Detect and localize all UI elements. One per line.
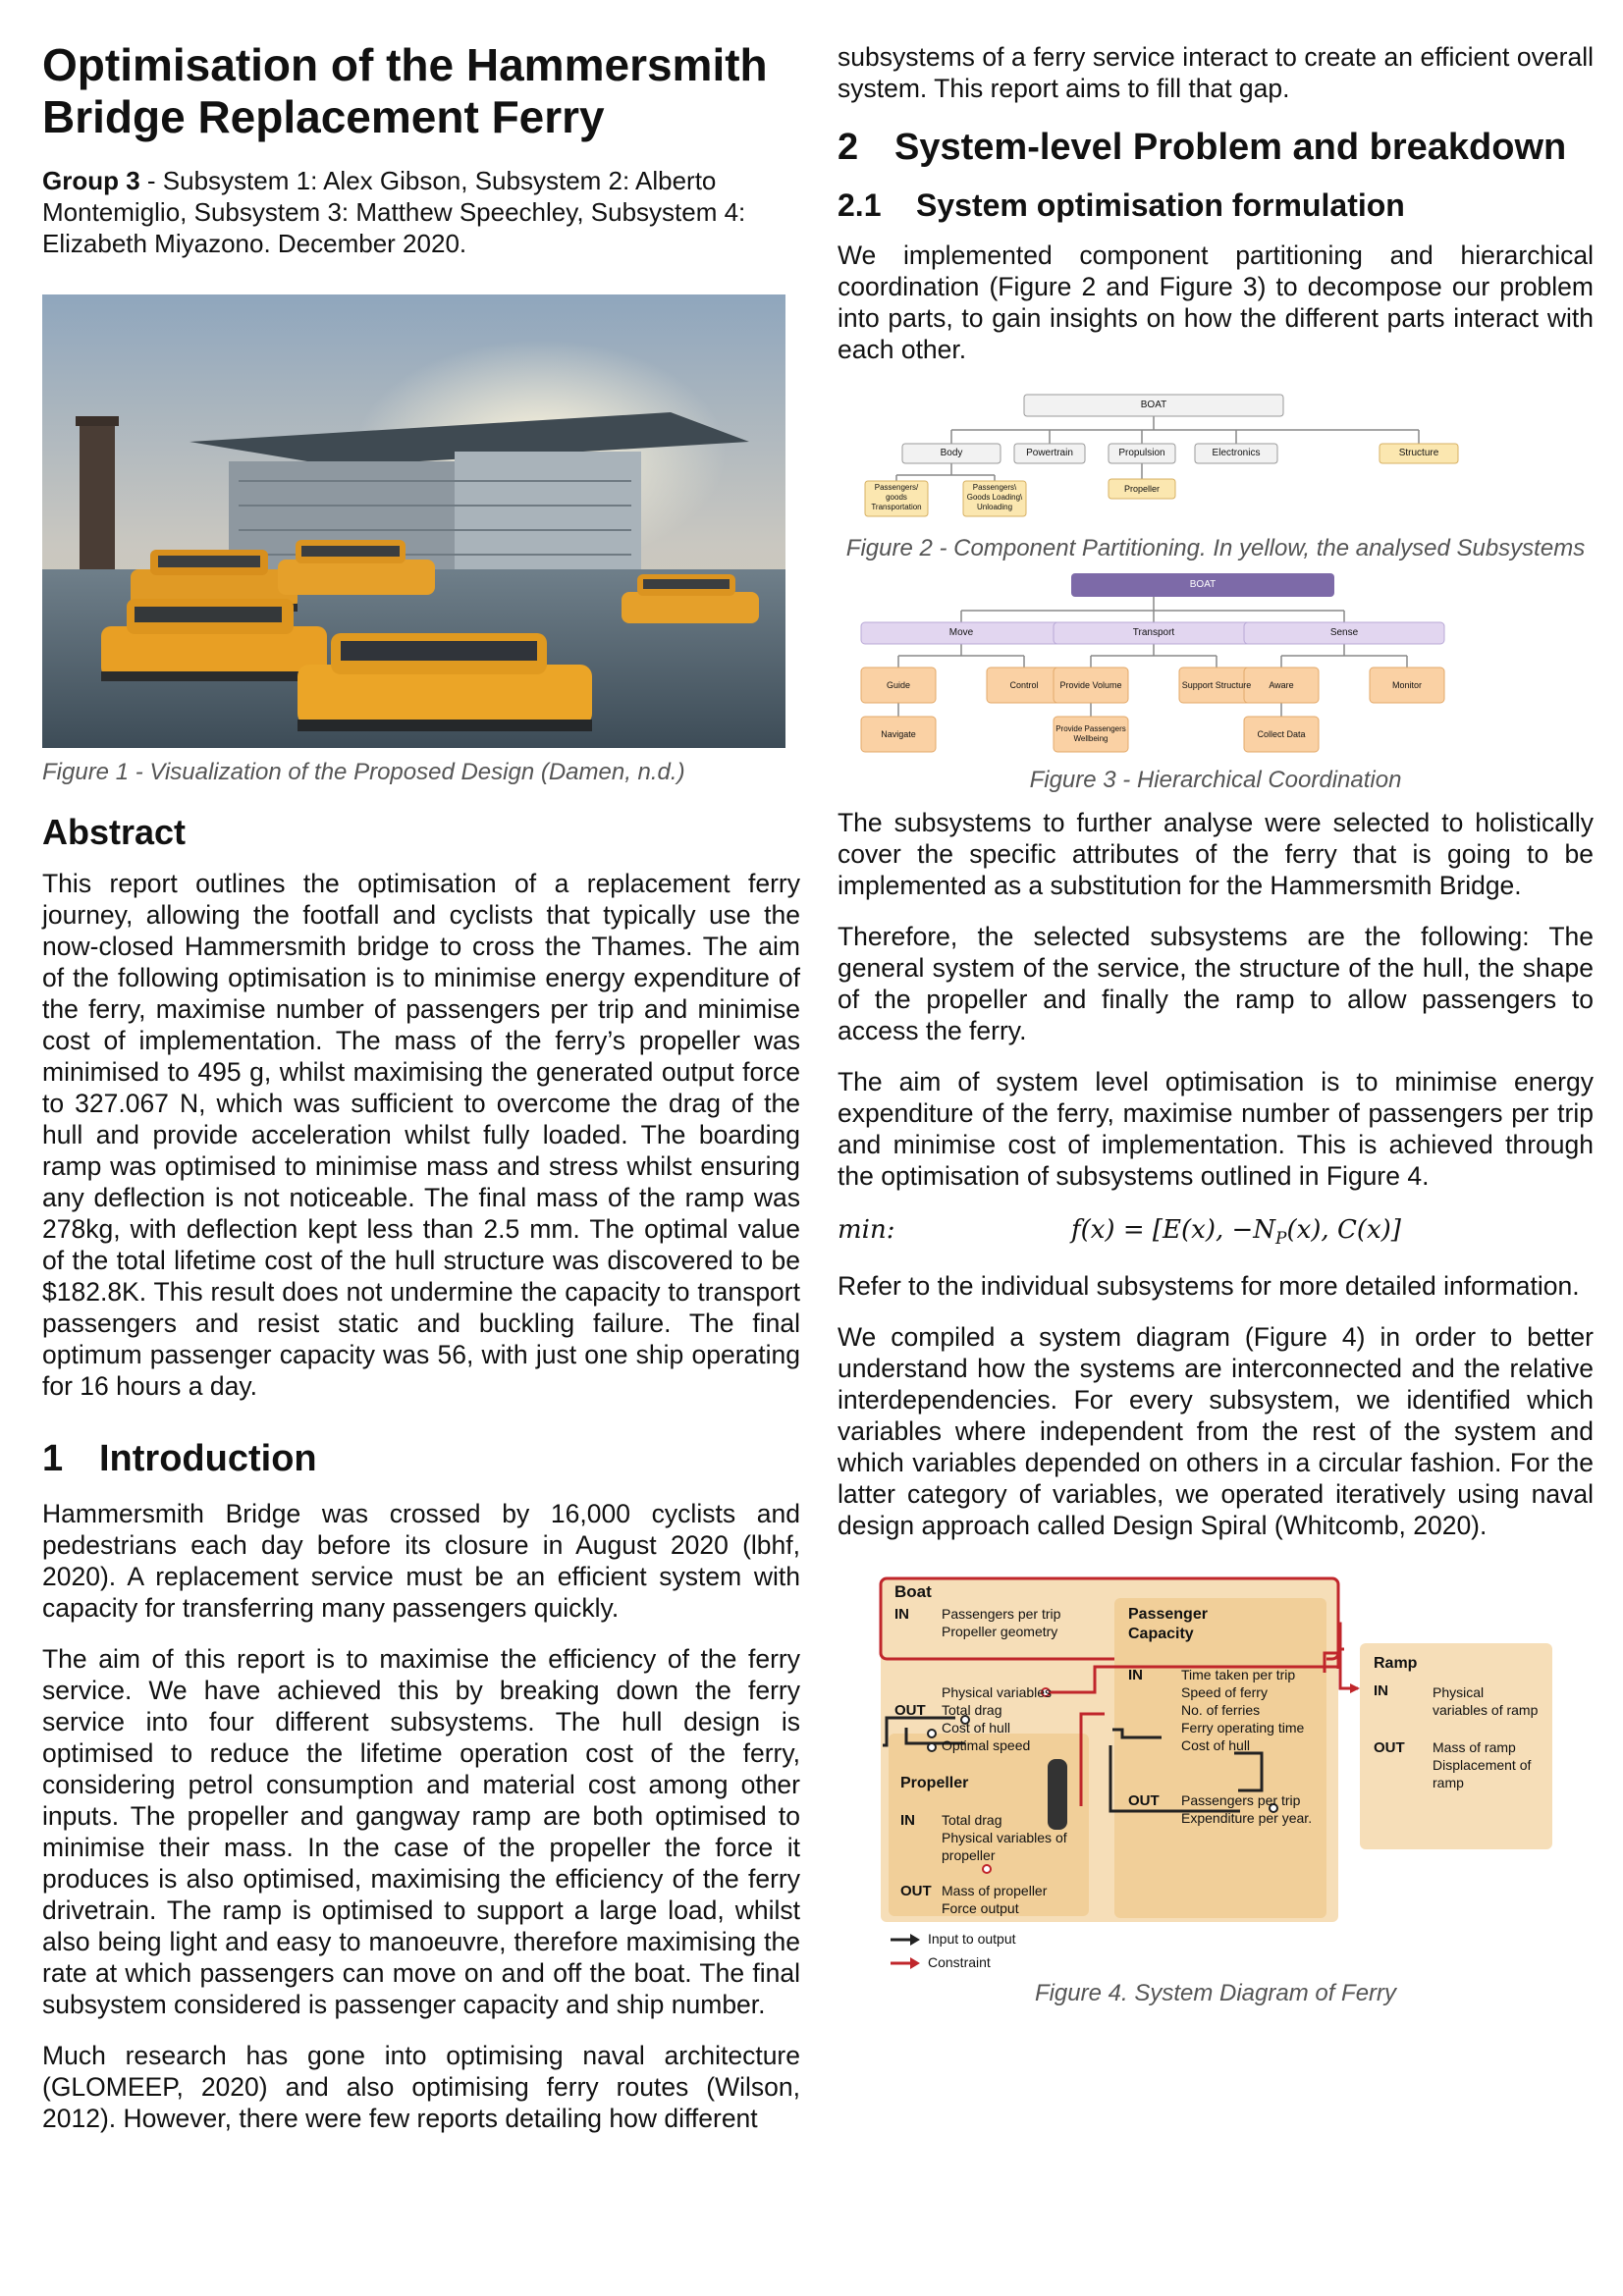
- section2-title: System-level Problem and breakdown: [894, 127, 1567, 168]
- paper-title: Optimisation of the Hammersmith Bridge Replacement Ferry: [42, 39, 768, 142]
- equation-body: [1071, 1215, 1401, 1249]
- fig2-label-structure: Structure: [1398, 448, 1439, 458]
- fig4-ramp-out-1: Mass of ramp: [1433, 1739, 1516, 1755]
- fig4-prop-in-2: Physical variables of: [942, 1830, 1067, 1845]
- abstract-heading: Abstract: [42, 812, 187, 852]
- fig4-pc-in-4: Ferry operating time: [1181, 1720, 1305, 1735]
- fig4-boat-out-2: Cost of hull: [942, 1720, 1011, 1735]
- subsection-number: 2.1: [838, 187, 882, 223]
- intro-paragraph-1: Hammersmith Bridge was crossed by 16,000 cyclists and pedestrians each day before its closure in August 2020 (lbhf, 2020). A replacement service must be an efficient system with capacity for transferring many passengers quickly.: [42, 1499, 800, 1623]
- intro-paragraph-3: Much research has gone into optimising naval architecture (GLOMEEP, 2020) and also optimising ferry routes (Wilson, 2012). However, there were few reports detailing how different: [42, 2041, 800, 2133]
- fig4-pc-out-2: Expenditure per year.: [1181, 1810, 1313, 1826]
- fig3-label-support-structure: Support Structure: [1181, 680, 1252, 690]
- introduction-title: Introduction: [99, 1438, 317, 1479]
- section2-paragraph-6: We compiled a system diagram (Figure 4) in order to better understand how the systems are interconnected and the relative interdependencies. For every subsystem, we identified which variables where independent from the rest of the system and which variables depended on others in a circular fashion. For the latter category of variables, we operated iteratively using naval design approach called Design Spiral (Whitcomb, 2020).: [838, 1322, 1594, 1540]
- fig2-label-propulsion: Propulsion: [1118, 448, 1165, 458]
- fig3-label-guide: Guide: [886, 680, 911, 690]
- section2-number: 2: [838, 127, 859, 168]
- fig4-boat-in-1: Passengers per trip: [942, 1606, 1061, 1622]
- fig4-prop-out-1: Mass of propeller: [942, 1883, 1048, 1898]
- section2-paragraph-5: Refer to the individual subsystems for more detailed information.: [838, 1271, 1580, 1301]
- fig4-prop-in-3: propeller: [942, 1847, 996, 1863]
- fig4-prop-out-label: OUT: [900, 1883, 932, 1899]
- fig2-label-loading: Passengers\ Goods Loading\ Unloading: [966, 483, 1023, 511]
- figure4-system-diagram: [838, 1561, 1594, 1973]
- fig4-ramp-title: Ramp: [1374, 1655, 1418, 1672]
- group-label: Group 3: [42, 166, 140, 195]
- author-names: - Subsystem 1: Alex Gibson, Subsystem 2: Alberto Montemiglio, Subsystem 3: Matthew Speechley, Subsystem 4: Elizabeth Miyazono. December 2020.: [42, 166, 746, 258]
- fig4-pc-title-1: Passenger: [1128, 1606, 1208, 1623]
- fig4-boat-out-label: OUT: [894, 1702, 926, 1719]
- fig4-pc-in-2: Speed of ferry: [1181, 1684, 1268, 1700]
- fig4-boat-in-label: IN: [894, 1606, 909, 1623]
- left-column: [42, 39, 800, 2154]
- objective-equation: [838, 1211, 1594, 1251]
- fig4-ramp-out-2: Displacement of: [1433, 1757, 1532, 1773]
- fig3-label-navigate: Navigate: [881, 729, 916, 739]
- equation-label: min:: [838, 1215, 895, 1245]
- subsection-title: System optimisation formulation: [916, 187, 1405, 223]
- fig4-ramp-in-1: Physical: [1433, 1684, 1485, 1700]
- fig2-label-electronics: Electronics: [1212, 448, 1261, 458]
- fig4-boat-in-2: Propeller geometry: [942, 1624, 1058, 1639]
- fig4-legend-constraint: Constraint: [928, 1954, 991, 1970]
- fig4-connector-block: [1048, 1759, 1067, 1830]
- figure2-caption: Figure 2 - Component Partitioning. In yellow, the analysed Subsystems: [845, 535, 1586, 561]
- fig4-boat-phys: Physical variables: [942, 1684, 1053, 1700]
- fig4-legend-input: Input to output: [928, 1931, 1016, 1947]
- equation-main: f(x) = [E(x), −N: [1071, 1215, 1276, 1245]
- figure3-hierarchical-coordination: [838, 569, 1594, 785]
- fig2-root-label: BOAT: [1140, 400, 1167, 410]
- intro-paragraph-3-continued: subsystems of a ferry service interact to create an efficient overall system. This report aims to fill that gap.: [838, 42, 1594, 103]
- fig4-pc-in-3: No. of ferries: [1181, 1702, 1261, 1718]
- fig3-label-transport: Transport: [1132, 627, 1175, 638]
- introduction-number: 1: [42, 1438, 64, 1479]
- fig2-label-transportation: Passengers/ goods Transportation: [871, 483, 922, 511]
- fig4-prop-out-2: Force output: [942, 1900, 1019, 1916]
- figure2-component-partitioning: [838, 385, 1594, 532]
- section2-heading: [838, 126, 1594, 169]
- intro-paragraph-2: The aim of this report is to maximise the efficiency of the ferry service. We have achieved this by breaking down the ferry service into four different subsystems. The hull design is optimised to reduce the lifetime operation cost of the ferry, considering petrol consumption and material cost among other inputs. The propeller and gangway ramp are both optimised to minimise their mass. In the case of the propeller the force it produces is also optimised, maximising the efficiency of the ferry drivetrain. The ramp is optimised to support a large load, whilst also being light and easy to manoeuvre, therefore maximising the rate at which passengers can move on and off the boat. The final subsystem considered is passenger capacity and ship number.: [42, 1644, 800, 2019]
- fig4-boat-title: Boat: [894, 1582, 932, 1601]
- section2-paragraph-2: The subsystems to further analyse were selected to holistically cover the specific attributes of the ferry that is going to be implemented as a substitution for the Hammersmith Bridge.: [838, 808, 1594, 900]
- fig4-ramp-out-3: ramp: [1433, 1775, 1464, 1790]
- fig4-ramp-out-label: OUT: [1374, 1739, 1405, 1756]
- fig4-prop-in-1: Total drag: [942, 1812, 1002, 1828]
- section2-paragraph-1: We implemented component partitioning and hierarchical coordination (Figure 2 and Figure 3) to decompose our problem into parts, to gain insights on how the different parts interact with each other.: [838, 240, 1594, 364]
- fig3-label-monitor: Monitor: [1391, 680, 1422, 690]
- fig4-ramp-in-label: IN: [1374, 1682, 1388, 1699]
- fig3-label-control: Control: [1009, 680, 1039, 690]
- fig3-label-provide-volume: Provide Volume: [1059, 680, 1122, 690]
- equation-subscript: P: [1275, 1229, 1287, 1250]
- fig2-label-body: Body: [940, 448, 963, 458]
- figure1-image: [42, 294, 785, 748]
- introduction-heading: [42, 1437, 800, 1480]
- fig3-label-sense: Sense: [1329, 627, 1359, 638]
- fig4-pc-in-1: Time taken per trip: [1181, 1667, 1296, 1682]
- fig4-pc-in-5: Cost of hull: [1181, 1737, 1251, 1753]
- fig4-pc-in-label: IN: [1128, 1667, 1143, 1683]
- fig4-propeller-title: Propeller: [900, 1775, 969, 1791]
- abstract-text: This report outlines the optimisation of a replacement ferry journey, allowing the footfall and cyclists that typically use the now-closed Hammersmith bridge to cross the Thames. The aim of the following optimisation is to minimise energy expenditure of the ferry, maximise number of passengers per trip and minimise cost of implementation. The mass of the ferry’s propeller was minimised to 495 g, whilst maximising the generated output force to 327.067 N, which was sufficient to overcome the drag of the hull and provide acceleration whilst fully loaded. The boarding ramp was optimised to minimise mass and stress whilst ensuring any deflection is not noticeable. The final mass of the ramp was 278kg, with deflection kept less than 2.5 mm. The optimal value of the total lifetime cost of the hull structure was discovered to be $182.8K. This result does not undermine the capacity to transport passengers and resist static and buckling failure. The final optimum passenger capacity was 56, with just one ship operating for 16 hours a day.: [42, 869, 800, 1401]
- fig3-label-aware: Aware: [1269, 680, 1294, 690]
- fig3-label-collect-data: Collect Data: [1257, 729, 1306, 739]
- section2-paragraph-3: Therefore, the selected subsystems are the following: The general system of the service, the structure of the hull, the shape of the propeller and finally the ramp to allow passengers to access the ferry.: [838, 922, 1594, 1045]
- figure4-caption: Figure 4. System Diagram of Ferry: [1034, 1980, 1397, 2006]
- fig4-pc-title-2: Capacity: [1128, 1626, 1194, 1642]
- fig4-boat-out-3: Optimal speed: [942, 1737, 1031, 1753]
- fig3-label-move: Move: [948, 627, 974, 638]
- subsection-2-1-heading: [838, 187, 1594, 224]
- fig2-label-propeller: Propeller: [1123, 484, 1161, 494]
- section2-paragraph-4: The aim of system level optimisation is to minimise energy expenditure of the ferry, maximise number of passengers per trip and minimise cost of implementation. This is achieved through the optimisation of subsystems outlined in Figure 4.: [838, 1067, 1594, 1191]
- fig4-boat-out-1: Total drag: [942, 1702, 1002, 1718]
- fig2-label-powertrain: Powertrain: [1026, 448, 1073, 458]
- fig4-prop-in-label: IN: [900, 1812, 915, 1829]
- fig4-pc-out-label: OUT: [1128, 1792, 1160, 1809]
- author-list: [42, 165, 800, 259]
- fig4-ramp-in-2: variables of ramp: [1433, 1702, 1539, 1718]
- ferry-photo-illustration: [42, 294, 785, 748]
- figure1-caption: Figure 1 - Visualization of the Proposed Design (Damen, n.d.): [42, 759, 685, 785]
- fig4-pc-out-1: Passengers per trip: [1181, 1792, 1301, 1808]
- equation-tail: (x), C(x)]: [1286, 1215, 1401, 1245]
- right-column: [838, 41, 1594, 2008]
- figure3-caption: Figure 3 - Hierarchical Coordination: [1029, 767, 1402, 793]
- fig3-root-label: BOAT: [1189, 579, 1217, 590]
- fig3-label-wellbeing: Provide Passengers Wellbeing: [1055, 724, 1126, 743]
